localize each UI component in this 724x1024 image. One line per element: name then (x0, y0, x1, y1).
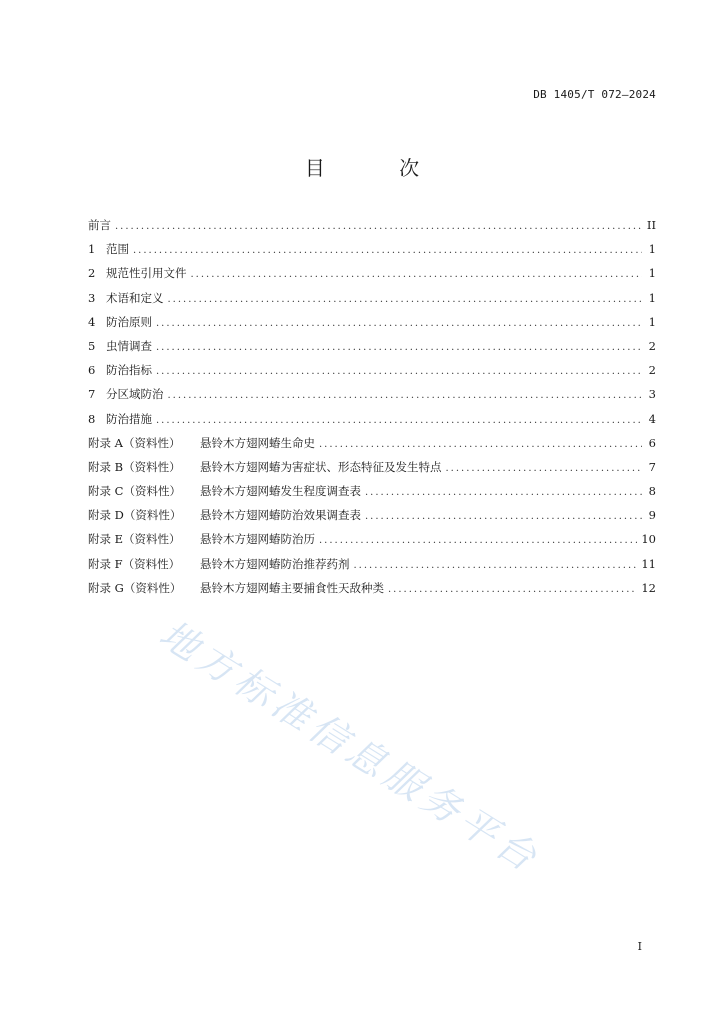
toc-leader-dots (156, 342, 642, 353)
toc-entry-appendix-f[interactable] (88, 556, 656, 580)
toc-entry-title: 悬铃木方翅网蝽生命史 (200, 435, 315, 450)
toc-page-number: 10 (641, 532, 656, 547)
toc-entry-appendix-a[interactable] (88, 435, 656, 459)
page-title: 目 次 (304, 156, 454, 180)
toc-page-number: 8 (648, 484, 656, 499)
toc-section-number: 5 (88, 338, 96, 353)
toc-leader-dots (156, 415, 642, 426)
toc-section-number: 3 (88, 290, 96, 305)
toc-page-number: 1 (648, 266, 656, 281)
toc-page-number: 4 (648, 411, 656, 426)
toc-entry-section-8[interactable] (88, 411, 656, 435)
toc-entry-title: 防治指标 (106, 363, 152, 378)
toc-leader-dots (365, 487, 642, 498)
toc-entry-foreword[interactable] (88, 217, 656, 241)
toc-page-number: 11 (641, 556, 656, 571)
toc-leader-dots (156, 366, 642, 377)
toc-appendix-label: 附录 B（资料性） (88, 459, 181, 474)
toc-entry-title: 虫情调查 (106, 338, 152, 353)
toc-page-number: 2 (648, 338, 656, 353)
toc-entry-section-2[interactable] (88, 265, 656, 289)
toc-page-number: II (646, 218, 656, 232)
toc-entry-section-5[interactable] (88, 338, 656, 362)
standard-code: DB 1405/T 072—2024 (533, 88, 656, 101)
toc-entry-appendix-d[interactable] (88, 507, 656, 531)
toc-entry-title: 悬铃木方翅网蝽防治推荐药剂 (200, 556, 350, 571)
toc-entry-title: 防治原则 (106, 314, 152, 329)
toc-appendix-label: 附录 D（资料性） (88, 508, 182, 523)
toc-entry-title: 悬铃木方翅网蝽为害症状、形态特征及发生特点 (200, 459, 442, 474)
toc-entry-title: 术语和定义 (106, 290, 164, 305)
toc-page-number: 7 (648, 459, 656, 474)
toc-leader-dots (133, 245, 642, 256)
toc-leader-dots (156, 318, 642, 329)
toc-entry-section-4[interactable] (88, 314, 656, 338)
toc-leader-dots (446, 463, 643, 474)
toc-leader-dots (115, 221, 642, 232)
toc-entry-section-3[interactable] (88, 290, 656, 314)
toc-section-number: 6 (88, 363, 96, 378)
toc-entry-section-7[interactable] (88, 386, 656, 410)
toc-page-number: 3 (648, 387, 656, 402)
toc-section-number: 8 (88, 411, 96, 426)
table-of-contents (88, 217, 656, 604)
toc-entry-title: 悬铃木方翅网蝽防治效果调查表 (200, 508, 361, 523)
toc-section-number: 1 (88, 242, 96, 257)
toc-section-number: 2 (88, 266, 96, 281)
toc-entry-section-1[interactable] (88, 241, 656, 265)
toc-page-number: 12 (641, 580, 656, 595)
toc-appendix-label: 附录 C（资料性） (88, 484, 181, 499)
toc-section-number: 4 (88, 314, 96, 329)
toc-page-number: 1 (648, 290, 656, 305)
toc-entry-title: 悬铃木方翅网蝽发生程度调查表 (200, 484, 361, 499)
page-number: I (637, 940, 642, 953)
toc-appendix-label: 附录 A（资料性） (88, 435, 181, 450)
toc-entry-title: 规范性引用文件 (106, 266, 187, 281)
toc-entry-appendix-g[interactable] (88, 580, 656, 604)
toc-appendix-label: 附录 F（资料性） (88, 556, 181, 571)
toc-page-number: 6 (648, 435, 656, 450)
toc-leader-dots (388, 584, 637, 595)
toc-page-number: 9 (648, 508, 656, 523)
toc-entry-appendix-b[interactable] (88, 459, 656, 483)
toc-leader-dots (354, 560, 638, 571)
toc-leader-dots (365, 511, 642, 522)
toc-entry-title: 防治措施 (106, 411, 152, 426)
toc-leader-dots (168, 294, 643, 305)
toc-entry-appendix-e[interactable] (88, 531, 656, 555)
toc-leader-dots (319, 439, 642, 450)
toc-entry-section-6[interactable] (88, 362, 656, 386)
toc-appendix-label: 附录 E（资料性） (88, 532, 181, 547)
toc-entry-title: 悬铃木方翅网蝽主要捕食性天敌种类 (200, 580, 384, 595)
toc-entry-title: 分区域防治 (106, 387, 164, 402)
toc-entry-title: 范围 (106, 242, 129, 257)
toc-page-number: 2 (648, 363, 656, 378)
toc-appendix-label: 附录 G（资料性） (88, 580, 182, 595)
toc-leader-dots (319, 535, 637, 546)
toc-leader-dots (168, 390, 643, 401)
toc-entry-title: 悬铃木方翅网蝽防治历 (200, 532, 315, 547)
toc-leader-dots (191, 269, 643, 280)
toc-page-number: 1 (648, 242, 656, 257)
toc-entry-title: 前言 (88, 218, 111, 232)
toc-section-number: 7 (88, 387, 96, 402)
toc-entry-appendix-c[interactable] (88, 483, 656, 507)
toc-page-number: 1 (648, 314, 656, 329)
watermark-text: 地方标准信息服务平台 (151, 611, 549, 883)
